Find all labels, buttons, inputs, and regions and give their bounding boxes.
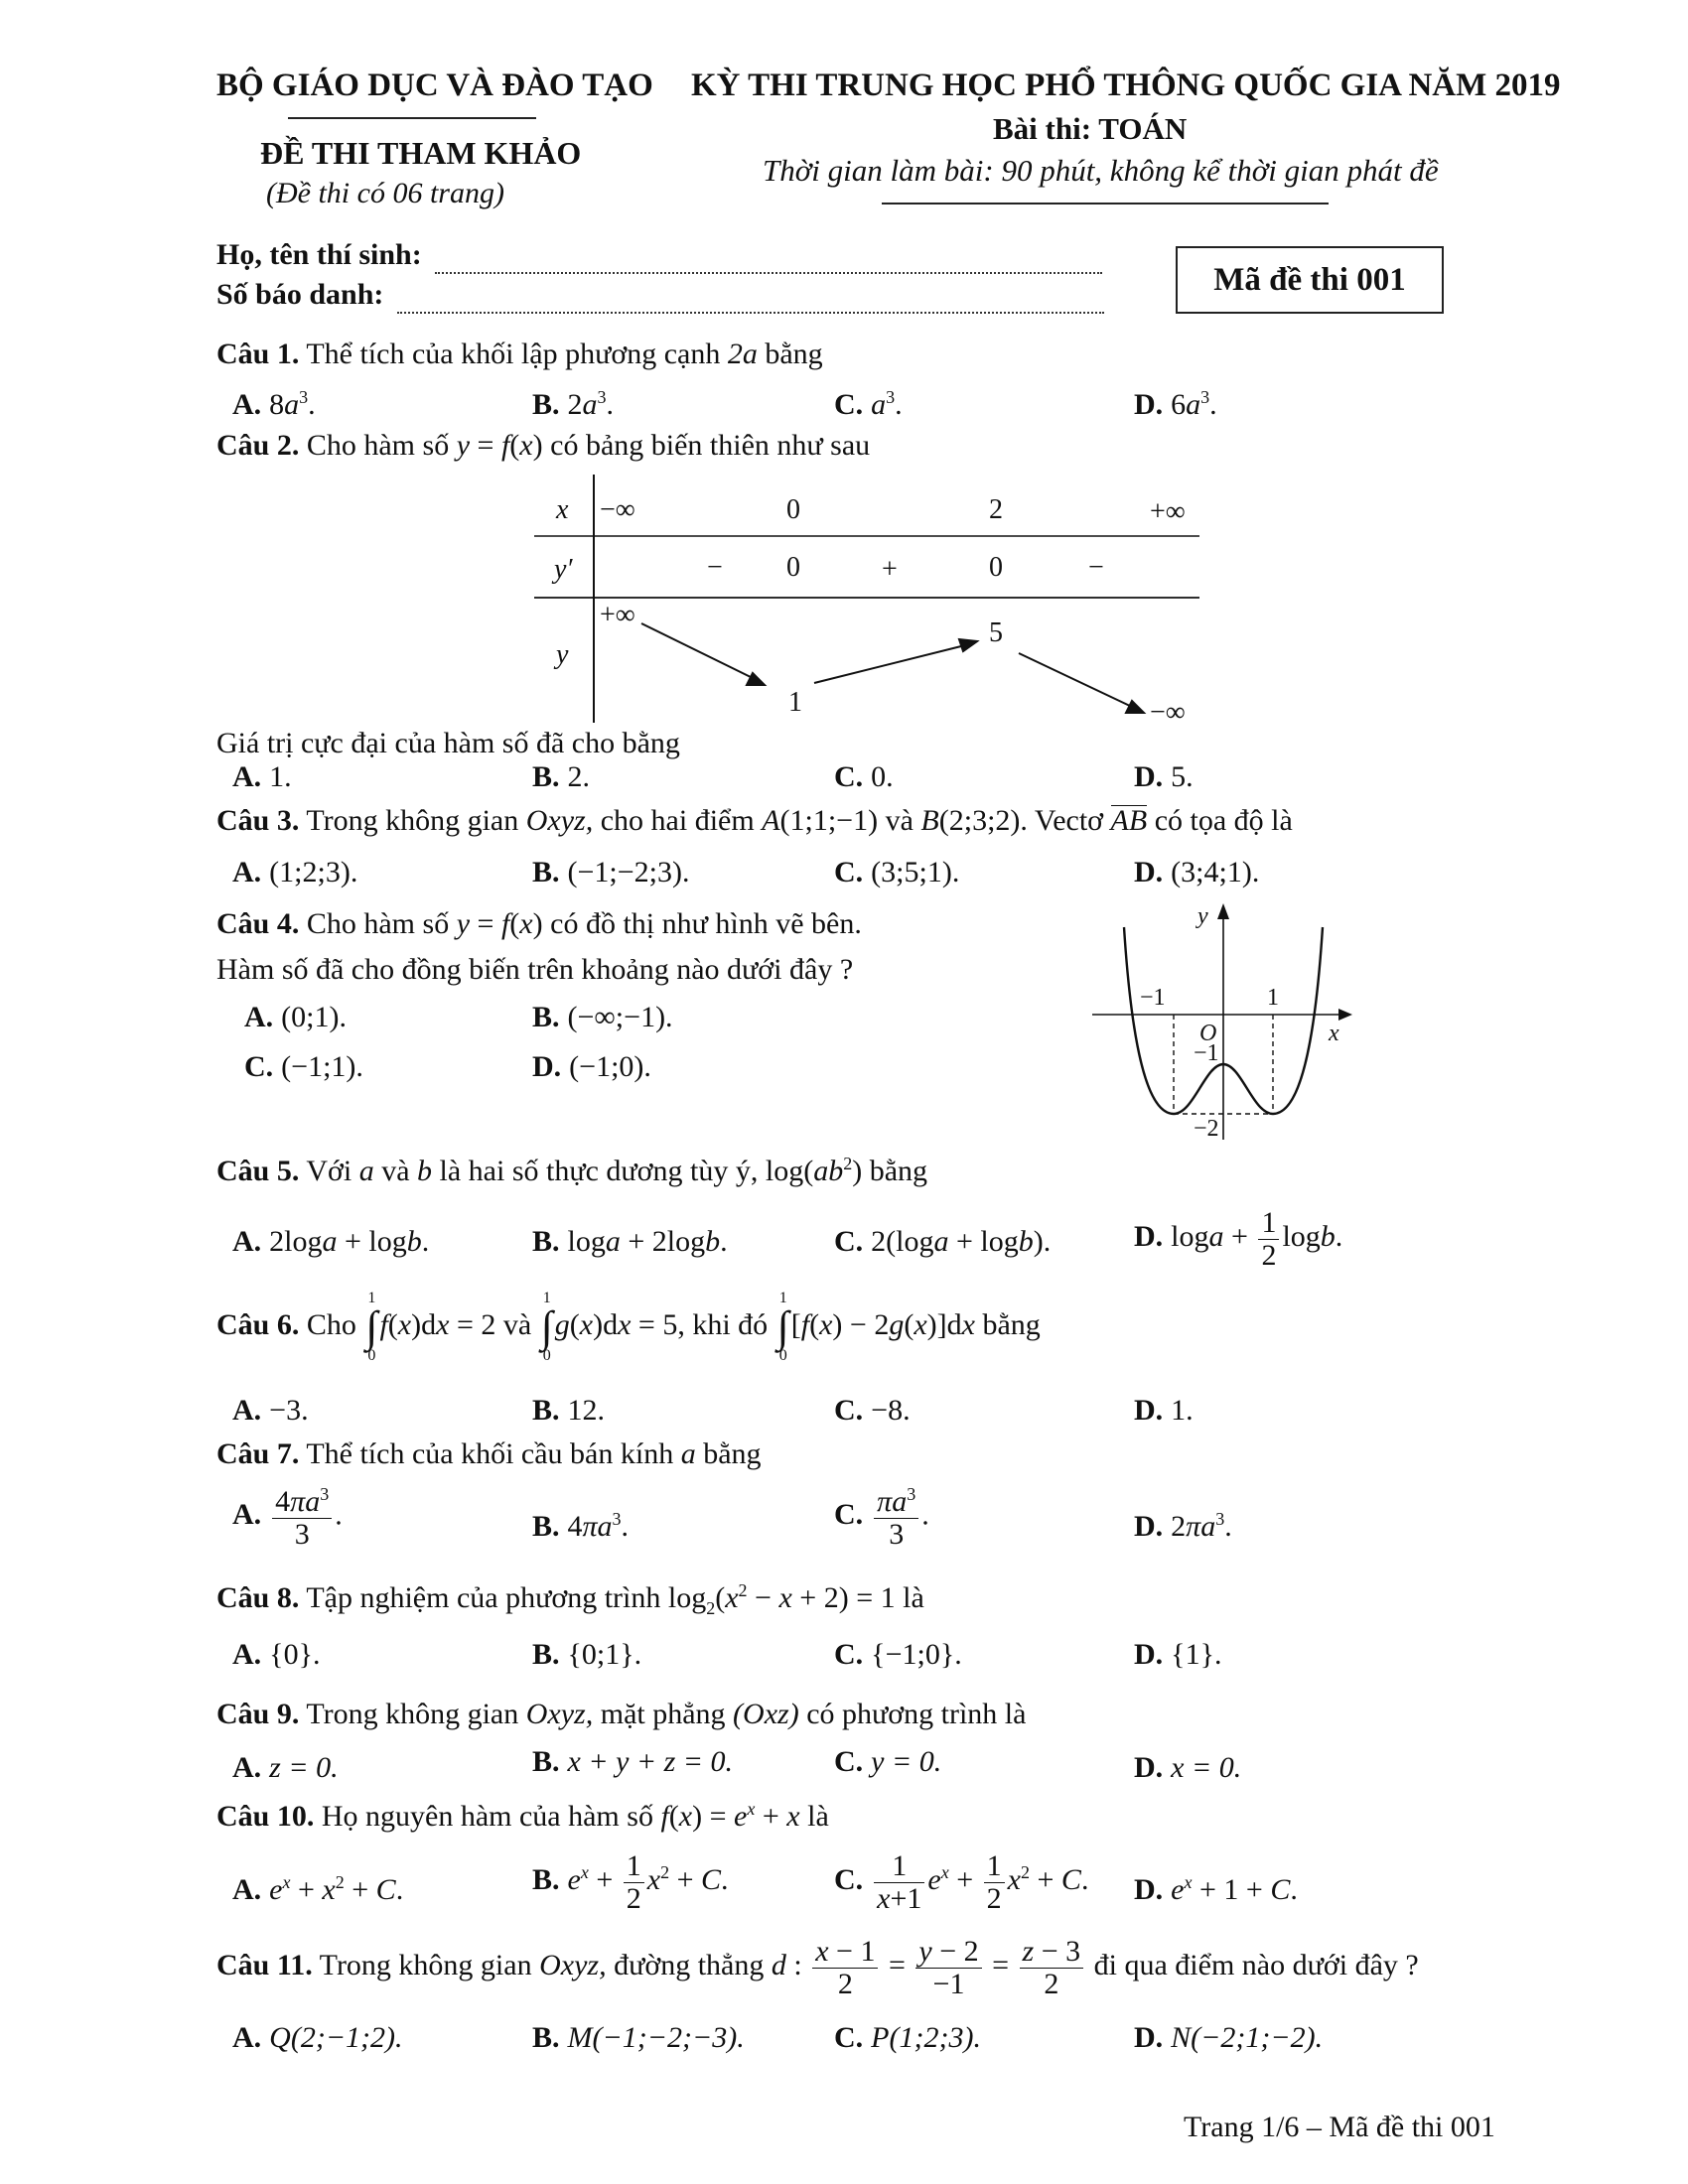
q3-option-c[interactable]: C. (3;5;1).	[834, 856, 960, 888]
function-graph	[1082, 901, 1370, 1152]
question-4: Câu 4. Cho hàm số y = f(x) có đồ thị như hình vẽ bên.	[216, 907, 862, 940]
q8-option-b[interactable]: B. {0;1}.	[532, 1638, 642, 1671]
q8-option-c[interactable]: C. {−1;0}.	[834, 1638, 962, 1671]
q7-option-b[interactable]: B. $4\pi a^3$.	[532, 1509, 630, 1543]
question-3: Câu 3. Trong không gian Oxyz, cho hai điểm A(1;1;−1) và B(2;3;2). Vectơ AB có tọa độ là	[216, 804, 1293, 837]
name-dotted-line	[435, 238, 1102, 274]
q4-option-a[interactable]: A. (0;1).	[244, 1001, 347, 1033]
id-field-row	[216, 278, 1120, 314]
q4-option-d[interactable]: D. (−1;0).	[532, 1050, 651, 1083]
paper-type: ĐỀ THI THAM KHẢO	[260, 135, 582, 171]
q1-option-a[interactable]: A. $8a^3$.	[232, 387, 316, 421]
question-7: Câu 7. Thể tích của khối cầu bán kính a bằng	[216, 1437, 762, 1470]
q9-option-d[interactable]: D. x = 0.	[1134, 1751, 1242, 1784]
q2-option-a[interactable]: A. 1.	[232, 760, 292, 793]
table-sign: −	[707, 552, 723, 583]
graph-y-label: y	[1197, 903, 1208, 929]
question-5: Câu 5. Với a và b là hai số thực dương tùy ý, $\log(ab^2)$ bằng	[216, 1154, 928, 1187]
table-x-value: −∞	[600, 494, 635, 525]
graph-tick-label: −1	[1140, 985, 1166, 1011]
table-sign: +	[882, 554, 898, 585]
question-label: Câu 8.	[216, 1581, 300, 1614]
q9-option-b[interactable]: B. x + y + z = 0.	[532, 1745, 734, 1778]
q8-option-d[interactable]: D. {1}.	[1134, 1638, 1222, 1671]
table-sign: 0	[786, 552, 800, 583]
name-field-row	[216, 238, 1120, 274]
table-x-value: 0	[786, 494, 800, 525]
ministry-underline	[288, 117, 536, 119]
question-text: bằng	[765, 338, 823, 370]
q1-option-c[interactable]: C. $a^3$.	[834, 387, 903, 421]
variation-table	[526, 475, 1211, 735]
table-sign: −	[1088, 552, 1104, 583]
question-label: Câu 4.	[216, 907, 300, 940]
q6-option-d[interactable]: D. 1.	[1134, 1394, 1194, 1427]
question-text: có bảng biến thiên như sau	[550, 429, 871, 462]
q1-option-d[interactable]: D. $6a^3$.	[1134, 387, 1217, 421]
id-dotted-line	[397, 278, 1104, 314]
q2-option-b[interactable]: B. 2.	[532, 760, 591, 793]
q5-option-c[interactable]: C. 2(loga + logb).	[834, 1225, 1052, 1258]
graph-tick-label: −1	[1194, 1040, 1219, 1066]
table-x-value: 2	[989, 494, 1003, 525]
q2-option-d[interactable]: D. 5.	[1134, 760, 1194, 793]
name-label: Họ, tên thí sinh:	[216, 238, 422, 271]
question-label: Câu 1.	[216, 338, 300, 370]
q5-option-b[interactable]: B. loga + 2logb.	[532, 1225, 728, 1258]
q7-option-c[interactable]: C. $\frac{\pi a^3}{3}$ .	[834, 1484, 929, 1551]
question-9: Câu 9. Trong không gian Oxyz, mặt phẳng (Oxz) có phương trình là	[216, 1698, 1027, 1730]
graph-origin-label: O	[1199, 1021, 1217, 1046]
q3-option-b[interactable]: B. (−1;−2;3).	[532, 856, 690, 888]
question-label: Câu 2.	[216, 429, 300, 462]
q11-option-a[interactable]: A. Q(2;−1;2).	[232, 2021, 403, 2054]
q3-option-d[interactable]: D. (3;4;1).	[1134, 856, 1260, 888]
question-text: Thể tích của khối lập phương cạnh	[306, 338, 721, 370]
page-count-note: (Đề thi có 06 trang)	[266, 177, 504, 209]
q11-option-c[interactable]: C. P(1;2;3).	[834, 2021, 981, 2054]
table-sign: 0	[989, 552, 1003, 583]
exam-code-box: Mã đề thi 001	[1176, 246, 1444, 314]
q7-option-d[interactable]: D. $2\pi a^3$.	[1134, 1509, 1232, 1543]
question-11: Câu 11. Trong không gian Oxyz, đường thẳng d : $\frac{x - 1}{2}$ = $\frac{y - 2}{-1}$ = $\frac{z - 3}{2}$ đi qua điểm nào dưới đây ?	[216, 1935, 1419, 2000]
question-label: Câu 10.	[216, 1800, 315, 1833]
question-label: Câu 5.	[216, 1155, 300, 1187]
q10-option-c[interactable]: C. $\frac{1}{x+1}$ $e^x$ + $\frac{1}{2}$ $x^2 + C$.	[834, 1849, 1089, 1915]
table-y-value: −∞	[1150, 697, 1186, 728]
question-label: Câu 9.	[216, 1698, 300, 1730]
question-label: Câu 6.	[216, 1307, 300, 1341]
q4-option-c[interactable]: C. (−1;1).	[244, 1050, 363, 1083]
table-y-value: 1	[788, 687, 802, 718]
q7-option-a[interactable]: A. $\frac{4\pi a^3}{3}$ .	[232, 1484, 343, 1551]
q4-option-b[interactable]: B. (−∞;−1).	[532, 1001, 673, 1033]
q6-option-c[interactable]: C. −8.	[834, 1394, 911, 1427]
time-underline	[882, 203, 1329, 205]
question-8: Câu 8. Tập nghiệm của phương trình $\log_2(x^2 - x + 2) = 1$ là	[216, 1580, 924, 1618]
question-2: Câu 2. Cho hàm số y = f(x) có bảng biến thiên như sau	[216, 429, 871, 462]
question-6: Câu 6. Cho 1 ∫ 0 f(x)dx = 2 và 1 ∫ 0 g(x)dx = 5, khi đó 1 ∫ 0 [f(x) − 2g(x)]dx bằng	[216, 1290, 1041, 1364]
graph-tick-label: 1	[1267, 985, 1279, 1011]
table-y-label: y	[556, 639, 569, 670]
q10-option-a[interactable]: A. $e^x + x^2 + C$.	[232, 1872, 404, 1906]
ministry-title: BỘ GIÁO DỤC VÀ ĐÀO TẠO	[216, 68, 653, 103]
q2-option-c[interactable]: C. 0.	[834, 760, 894, 793]
q3-option-a[interactable]: A. (1;2;3).	[232, 856, 358, 888]
q5-option-d[interactable]: D. loga + $\frac{1}{2}$ logb.	[1134, 1206, 1343, 1272]
q8-option-a[interactable]: A. {0}.	[232, 1638, 321, 1671]
q9-option-c[interactable]: C. y = 0.	[834, 1745, 942, 1778]
table-y-value: 5	[989, 617, 1003, 648]
q11-option-d[interactable]: D. N(−2;1;−2).	[1134, 2021, 1324, 2054]
question-label: Câu 11.	[216, 1948, 313, 1981]
q6-option-a[interactable]: A. −3.	[232, 1394, 309, 1427]
q5-option-a[interactable]: A. 2loga + logb.	[232, 1225, 430, 1258]
q10-option-b[interactable]: B. $e^x$ + $\frac{1}{2}$ $x^2 + C$.	[532, 1849, 729, 1915]
question-10: Câu 10. Họ nguyên hàm của hàm số $f(x) = e^x + x$ là	[216, 1799, 829, 1833]
id-label: Số báo danh:	[216, 278, 384, 311]
graph-tick-label: −2	[1194, 1116, 1219, 1142]
table-y-value: +∞	[600, 600, 635, 630]
q9-option-a[interactable]: A. z = 0.	[232, 1751, 339, 1784]
graph-x-label: x	[1329, 1021, 1339, 1046]
subject-title: Bài thi: TOÁN	[993, 111, 1188, 146]
question-1: Câu 1. Thể tích của khối lập phương cạnh 2a bằng	[216, 338, 823, 370]
exam-title: KỲ THI TRUNG HỌC PHỔ THÔNG QUỐC GIA NĂM 2019	[691, 68, 1561, 103]
q11-option-b[interactable]: B. M(−1;−2;−3).	[532, 2021, 745, 2054]
time-note: Thời gian làm bài: 90 phút, không kể thời gian phát đề	[763, 153, 1439, 188]
q10-option-d[interactable]: D. $e^x + 1 + C$.	[1134, 1872, 1298, 1906]
table-x-label: x	[556, 494, 569, 525]
q2-prompt: Giá trị cực đại của hàm số đã cho bằng	[216, 727, 680, 759]
q6-option-b[interactable]: B. 12.	[532, 1394, 606, 1427]
table-yprime-label: y′	[554, 554, 573, 585]
question-label: Câu 7.	[216, 1437, 300, 1470]
table-x-value: +∞	[1150, 496, 1186, 527]
q1-option-b[interactable]: B. $2a^3$.	[532, 387, 615, 421]
page-footer: Trang 1/6 – Mã đề thi 001	[1184, 2111, 1495, 2143]
q4-line2: Hàm số đã cho đồng biến trên khoảng nào dưới đây ?	[216, 953, 854, 986]
question-label: Câu 3.	[216, 804, 300, 837]
question-text: Cho hàm số	[306, 429, 450, 462]
